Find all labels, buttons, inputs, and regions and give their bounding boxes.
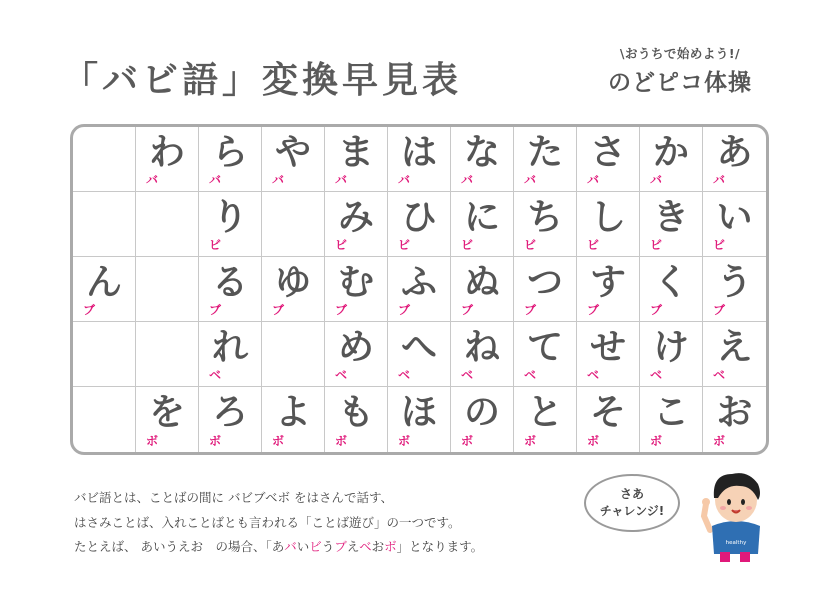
kana-character: つ bbox=[526, 262, 563, 303]
babi-suffix: バ bbox=[713, 173, 726, 187]
kana-cell bbox=[577, 387, 640, 452]
babi-suffix: ベ bbox=[524, 368, 537, 382]
kana-character: と bbox=[526, 392, 563, 433]
kana-cell bbox=[703, 257, 766, 322]
babi-suffix: ボ bbox=[524, 434, 537, 448]
babi-suffix: ブ bbox=[650, 303, 663, 317]
kana-character: て bbox=[526, 327, 563, 368]
kana-cell bbox=[73, 322, 136, 387]
kana-character: や bbox=[274, 132, 311, 173]
example-kana: お bbox=[371, 539, 385, 554]
conversion-table-wrapper bbox=[70, 124, 769, 455]
kana-cell bbox=[388, 322, 451, 387]
brand-tagline: \おうちで始めよう!/ bbox=[619, 46, 741, 61]
babi-suffix: ビ bbox=[524, 238, 537, 252]
example-suffix: ボ bbox=[384, 539, 397, 554]
kana-cell bbox=[640, 127, 703, 192]
kana-character: ん bbox=[85, 262, 122, 303]
kana-cell bbox=[640, 387, 703, 452]
kana-character: さ bbox=[589, 132, 626, 173]
kana-character: か bbox=[652, 132, 689, 173]
kana-cell bbox=[136, 192, 199, 257]
kana-cell bbox=[73, 192, 136, 257]
kana-character: る bbox=[211, 262, 248, 303]
babi-suffix: バ bbox=[398, 173, 411, 187]
explanation-line-3 bbox=[74, 535, 483, 560]
babi-suffix: ブ bbox=[398, 303, 411, 317]
table-row bbox=[73, 257, 766, 322]
kana-cell bbox=[451, 192, 514, 257]
kana-character: す bbox=[589, 262, 626, 303]
table-row bbox=[73, 322, 766, 387]
kana-cell bbox=[262, 322, 325, 387]
speech-bubble bbox=[584, 474, 680, 532]
kana-cell bbox=[451, 387, 514, 452]
kana-cell bbox=[262, 192, 325, 257]
speech-bubble-line-1: さあ bbox=[619, 487, 644, 501]
kana-character: く bbox=[652, 262, 689, 303]
kana-cell bbox=[199, 127, 262, 192]
babi-suffix: ボ bbox=[650, 434, 663, 448]
kana-character: ぬ bbox=[463, 262, 500, 303]
mascot-figure bbox=[696, 464, 776, 564]
kana-character: も bbox=[337, 392, 374, 433]
kana-cell bbox=[514, 192, 577, 257]
babi-suffix: ブ bbox=[335, 303, 348, 317]
kana-character: に bbox=[463, 197, 500, 238]
kana-character: た bbox=[526, 132, 563, 173]
babi-suffix: ベ bbox=[461, 368, 474, 382]
explanation-text bbox=[74, 486, 483, 560]
kana-character: の bbox=[463, 392, 500, 433]
babi-suffix: ブ bbox=[587, 303, 600, 317]
kana-cell bbox=[514, 257, 577, 322]
babi-suffix: ビ bbox=[713, 238, 726, 252]
brand-name: のどピコ体操 bbox=[608, 70, 752, 96]
kana-cell bbox=[325, 387, 388, 452]
kana-cell bbox=[577, 127, 640, 192]
example-phrase bbox=[272, 539, 397, 554]
kana-cell bbox=[640, 257, 703, 322]
example-kana: う bbox=[321, 539, 335, 554]
kana-cell bbox=[388, 192, 451, 257]
babi-suffix: ブ bbox=[83, 303, 96, 317]
kana-cell bbox=[262, 257, 325, 322]
kana-character: む bbox=[337, 262, 374, 303]
kana-cell bbox=[703, 127, 766, 192]
kana-cell bbox=[703, 322, 766, 387]
kana-character: れ bbox=[211, 327, 248, 368]
kana-character: ほ bbox=[400, 392, 437, 433]
kana-character: ち bbox=[526, 197, 563, 238]
babi-suffix: ボ bbox=[335, 434, 348, 448]
babi-suffix: ボ bbox=[587, 434, 600, 448]
explanation-line-1: バビ語とは、ことばの間に バビブベボ をはさんで話す、 bbox=[74, 490, 393, 505]
kana-cell bbox=[73, 387, 136, 452]
brand-logo bbox=[590, 44, 770, 97]
kana-cell bbox=[199, 387, 262, 452]
babi-suffix: ボ bbox=[146, 434, 159, 448]
babi-suffix: ビ bbox=[461, 238, 474, 252]
kana-character: わ bbox=[148, 132, 185, 173]
kana-cell bbox=[325, 257, 388, 322]
kana-character: り bbox=[211, 197, 248, 238]
kana-cell bbox=[262, 127, 325, 192]
kana-character: そ bbox=[589, 392, 626, 433]
babi-suffix: ビ bbox=[209, 238, 222, 252]
kana-cell bbox=[451, 322, 514, 387]
kana-character: き bbox=[652, 197, 689, 238]
babi-suffix: ビ bbox=[398, 238, 411, 252]
kana-character: ふ bbox=[400, 262, 437, 303]
example-suffix: バ bbox=[284, 539, 297, 554]
kana-cell bbox=[577, 322, 640, 387]
kana-character: う bbox=[716, 262, 753, 303]
babi-suffix: バ bbox=[335, 173, 348, 187]
kana-character: い bbox=[716, 197, 753, 238]
kana-cell bbox=[451, 127, 514, 192]
kana-character: お bbox=[716, 392, 753, 433]
explanation-line-3-prefix: たとえば、 あいうえお の場合、「 bbox=[74, 539, 272, 554]
mascot-illustration bbox=[696, 464, 776, 568]
babi-suffix: バ bbox=[146, 173, 159, 187]
babi-suffix: ベ bbox=[398, 368, 411, 382]
kana-character: し bbox=[589, 197, 626, 238]
babi-suffix: ベ bbox=[650, 368, 663, 382]
kana-cell bbox=[325, 322, 388, 387]
kana-cell bbox=[388, 257, 451, 322]
kana-character: は bbox=[400, 132, 437, 173]
babi-suffix: ボ bbox=[461, 434, 474, 448]
babi-suffix: ブ bbox=[209, 303, 222, 317]
page-title: 「バビ語」変換早見表 bbox=[62, 60, 463, 101]
kana-character: け bbox=[652, 327, 689, 368]
kana-cell bbox=[577, 257, 640, 322]
example-suffix: ブ bbox=[334, 539, 347, 554]
kana-character: へ bbox=[400, 327, 437, 368]
babi-suffix: ブ bbox=[524, 303, 537, 317]
kana-character: ま bbox=[337, 132, 374, 173]
kana-cell bbox=[199, 192, 262, 257]
kana-cell bbox=[514, 127, 577, 192]
table-row bbox=[73, 127, 766, 192]
example-kana: い bbox=[296, 539, 310, 554]
kana-cell bbox=[640, 192, 703, 257]
kana-character: ゆ bbox=[274, 262, 311, 303]
kana-character: ね bbox=[463, 327, 500, 368]
babi-suffix: ビ bbox=[650, 238, 663, 252]
kana-cell bbox=[73, 127, 136, 192]
kana-cell bbox=[451, 257, 514, 322]
kana-character: ろ bbox=[211, 392, 248, 433]
kana-character: ひ bbox=[400, 197, 437, 238]
babi-suffix: ブ bbox=[272, 303, 285, 317]
babi-suffix: ビ bbox=[587, 238, 600, 252]
kana-character: を bbox=[148, 392, 185, 433]
kana-character: え bbox=[716, 327, 753, 368]
babi-suffix: ビ bbox=[335, 238, 348, 252]
conversion-table bbox=[70, 124, 769, 455]
kana-character: あ bbox=[716, 132, 753, 173]
kana-character: な bbox=[463, 132, 500, 173]
kana-character: め bbox=[337, 327, 374, 368]
kana-cell bbox=[514, 387, 577, 452]
kana-cell bbox=[703, 192, 766, 257]
babi-suffix: ベ bbox=[335, 368, 348, 382]
kana-character: せ bbox=[589, 327, 626, 368]
speech-bubble-line-2: チャレンジ! bbox=[599, 504, 665, 518]
babi-suffix: ブ bbox=[713, 303, 726, 317]
example-suffix: ベ bbox=[359, 539, 372, 554]
kana-cell bbox=[577, 192, 640, 257]
babi-suffix: ボ bbox=[713, 434, 726, 448]
kana-character: こ bbox=[652, 392, 689, 433]
babi-suffix: バ bbox=[272, 173, 285, 187]
table-row bbox=[73, 192, 766, 257]
explanation-line-3-suffix: 」となります。 bbox=[396, 539, 484, 554]
kana-cell bbox=[136, 257, 199, 322]
babi-suffix: ベ bbox=[587, 368, 600, 382]
table-row bbox=[73, 387, 766, 452]
kana-cell bbox=[703, 387, 766, 452]
kana-cell bbox=[640, 322, 703, 387]
kana-cell bbox=[136, 387, 199, 452]
babi-suffix: ブ bbox=[461, 303, 474, 317]
kana-cell bbox=[388, 127, 451, 192]
babi-suffix: バ bbox=[524, 173, 537, 187]
babi-suffix: バ bbox=[650, 173, 663, 187]
kana-cell bbox=[325, 127, 388, 192]
kana-cell bbox=[136, 322, 199, 387]
babi-suffix: バ bbox=[209, 173, 222, 187]
example-kana: あ bbox=[271, 539, 285, 554]
example-kana: え bbox=[346, 539, 360, 554]
kana-cell bbox=[262, 387, 325, 452]
babi-suffix: ベ bbox=[713, 368, 726, 382]
babi-suffix: ベ bbox=[209, 368, 222, 382]
kana-cell bbox=[325, 192, 388, 257]
babi-suffix: バ bbox=[587, 173, 600, 187]
kana-character: よ bbox=[274, 392, 311, 433]
kana-cell bbox=[136, 127, 199, 192]
babi-suffix: バ bbox=[461, 173, 474, 187]
babi-suffix: ボ bbox=[272, 434, 285, 448]
mascot-shirt-text: healthy bbox=[725, 540, 747, 546]
explanation-line-2: はさみことば、入れことばとも言われる「ことば遊び」の一つです。 bbox=[74, 514, 461, 530]
kana-cell bbox=[388, 387, 451, 452]
kana-cell bbox=[514, 322, 577, 387]
kana-character: み bbox=[337, 197, 374, 238]
example-suffix: ビ bbox=[309, 539, 322, 554]
kana-cell bbox=[199, 257, 262, 322]
kana-character: ら bbox=[211, 132, 248, 173]
babi-suffix: ボ bbox=[398, 434, 411, 448]
kana-cell bbox=[73, 257, 136, 322]
kana-cell bbox=[199, 322, 262, 387]
babi-suffix: ボ bbox=[209, 434, 222, 448]
